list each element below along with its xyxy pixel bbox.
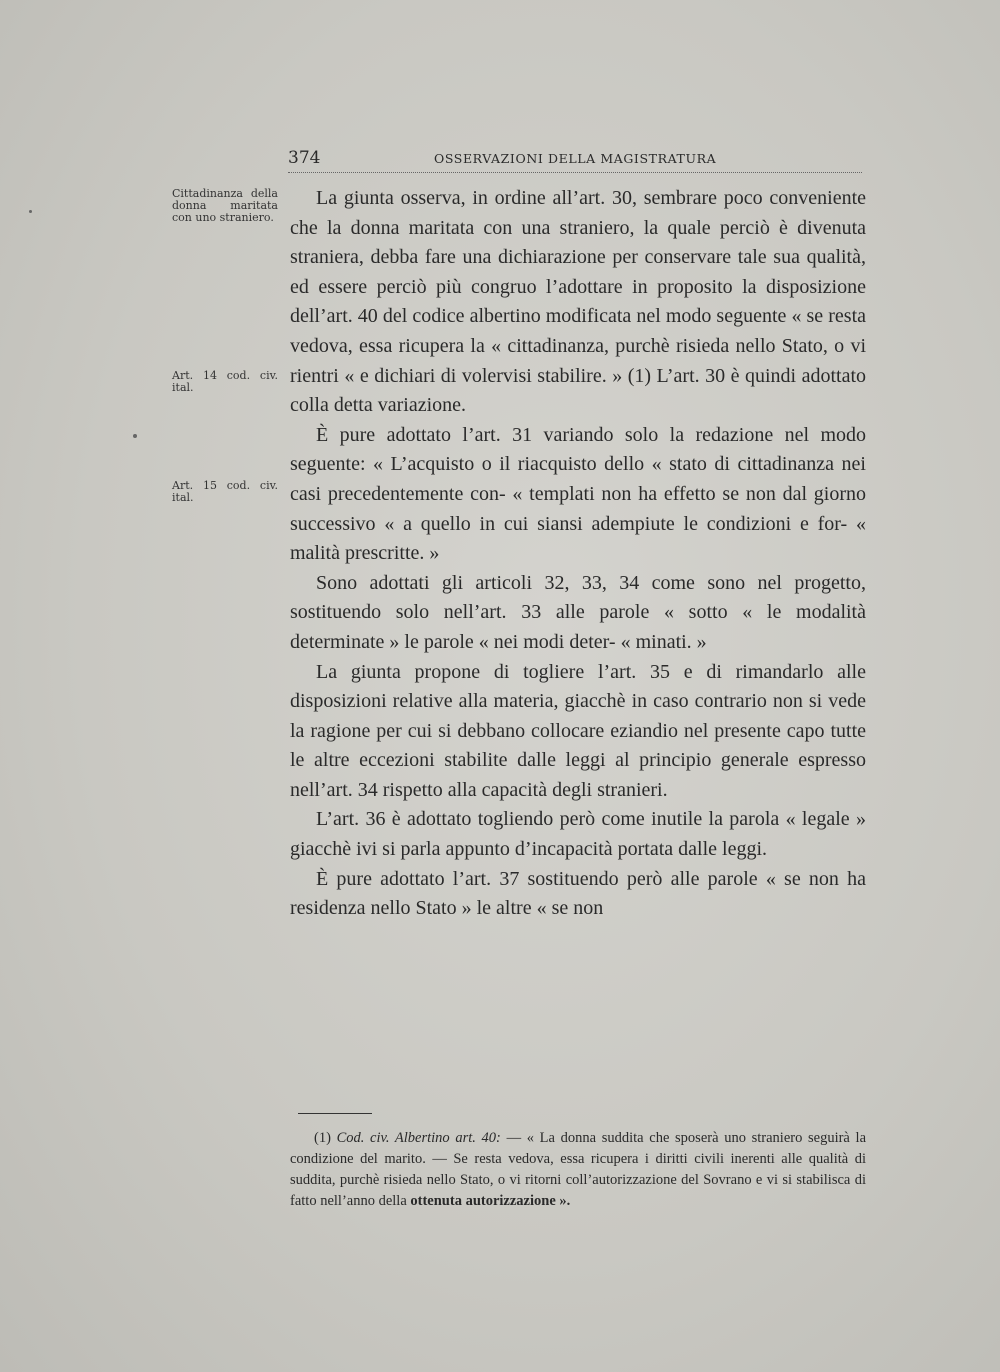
footnote-divider: [298, 1113, 372, 1114]
page-header: [288, 148, 862, 173]
running-title: OSSERVAZIONI DELLA MAGISTRATURA: [434, 151, 717, 166]
paragraph-art-35: La giunta propone di togliere l’art. 35 e di rimandarlo alle disposizioni relative alla materia, giacchè in caso contrario non si vede la ragione per cui si debbano collocare eziandio nel presente capo tutte le altre eccezioni stabilite dalle leggi al principio generale espresso nell’art. 34 rispetto alla capacità degli stranieri.: [290, 660, 866, 801]
paragraph-art-37: È pure adottato l’art. 37 sostituendo però alle parole « se non ha residenza nello Stato » le altre « se non: [290, 867, 866, 920]
marginal-note-art-15: Art. 15 cod. civ. ital.: [172, 479, 278, 504]
marginal-note-art-14: Art. 14 cod. civ. ital.: [172, 369, 278, 394]
paragraph-art-32-34: Sono adottati gli articoli 32, 33, 34 come sono nel progetto, sostituendo solo nell’art. 33 alle parole « sotto « le modalità determinate » le parole « nei modi deter- « minati. »: [290, 571, 866, 653]
page-number: 374: [288, 148, 321, 168]
paragraph-art-31: È pure adottato l’art. 31 variando solo la redazione nel modo seguente: « L’acquisto o il riacquisto dello « stato di cittadinanza nei casi precedentemente con- « templati non ha effetto se non dal giorno successivo « a quello in cui siansi adempiute le condizioni e for- « malità prescritte. »: [290, 423, 866, 565]
paragraph-art-30: La giunta osserva, in ordine all’art. 30, sembrare poco conveniente che la donna maritata con una straniero, la quale perciò è divenuta straniera, debba fare una dichiarazione per conservare tale sua qualità, ed essere perciò più congruo l’adottare in proposito la disposizione dell’art. 40 del codice albertino modificata nel modo seguente « se resta vedova, essa ricupera la « cittadinanza, purchè risieda nello Stato, o vi rientri « e dichiari di volervisi stabilire. » (1) L’art. 30 è quindi adottato colla detta variazione.: [290, 187, 866, 417]
footnote-text: — « La donna suddita che sposerà uno straniero seguirà la condizione del marito. — Se resta vedova, essa ricupera i diritti civili inerenti alle qualità di suddita, purchè risieda nello Stato, o vi ritorni coll’autorizzazione del Sovrano e vi si stabilisca di fatto nell’anno della: [290, 1130, 866, 1209]
footnote-ending: ottenuta autorizzazione ».: [410, 1193, 571, 1209]
body-text: [290, 184, 866, 924]
footnote: [290, 1128, 866, 1212]
paper-speck: [29, 210, 32, 213]
footnote-marker: (1): [314, 1130, 331, 1146]
paragraph-art-36: L’art. 36 è adottato togliendo però come inutile la parola « legale » giacchè ivi si parla appunto d’incapacità portata dalle leggi.: [290, 808, 866, 861]
paper-speck: [133, 434, 137, 438]
footnote-source: Cod. civ. Albertino art. 40:: [336, 1130, 501, 1146]
marginal-note-citizenship: Cittadinanza della donna maritata con uno straniero.: [172, 187, 278, 224]
